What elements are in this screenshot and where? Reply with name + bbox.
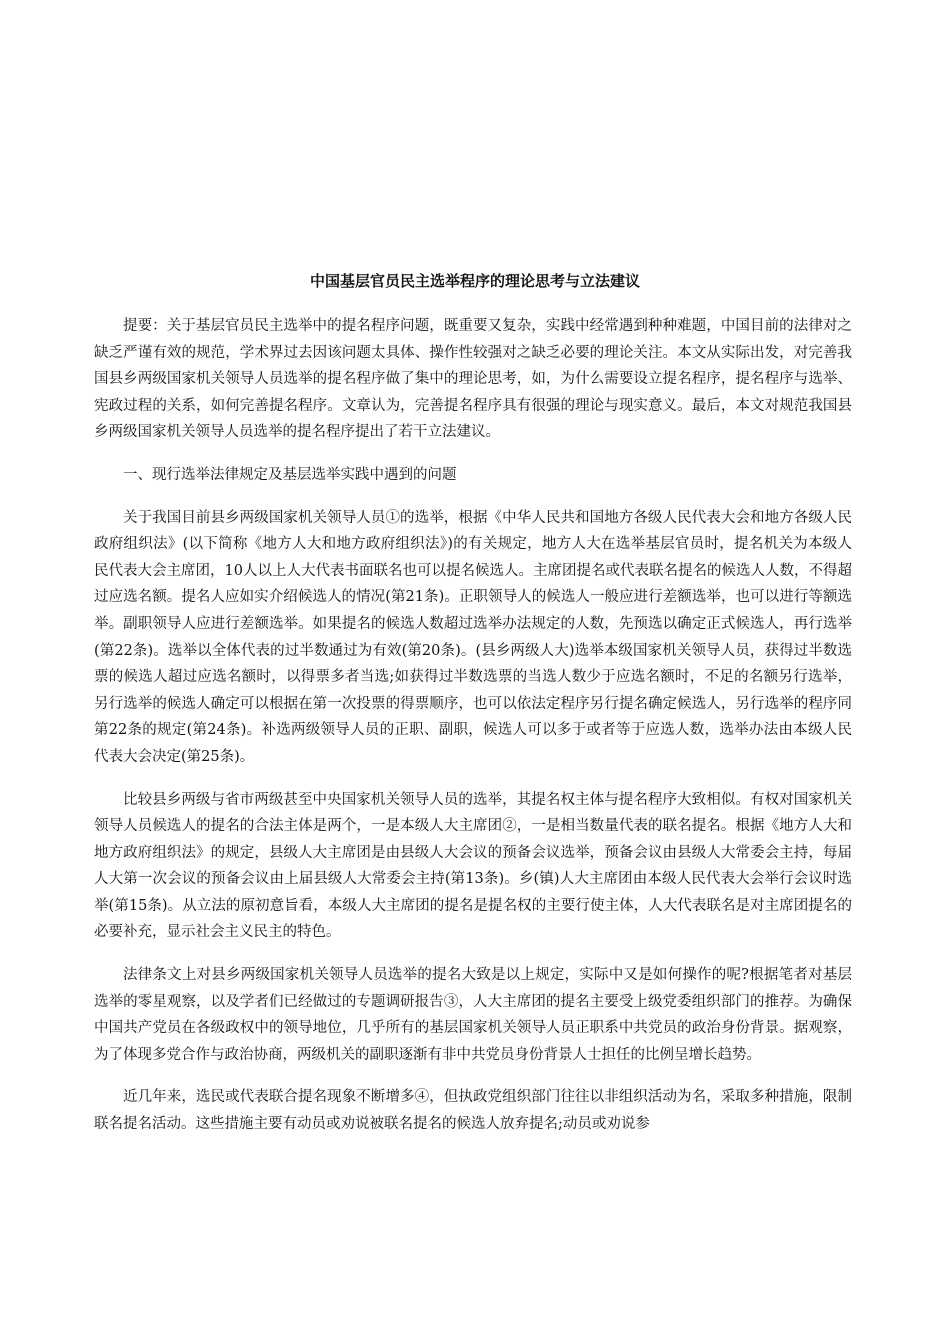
section-heading: 一、现行选举法律规定及基层选举实践中遇到的问题: [123, 466, 457, 483]
body-paragraph: 法律条文上对县乡两级国家机关领导人员选举的提名大致是以上规定，实际中又是如何操作的呢?根据笔者对基层选举的零星观察，以及学者们已经做过的专题调研报告③，人大主席团的提名主要受上级党委组织部门的推荐。为确保中国共产党员在各级政权中的领导地位，几乎所有的基层国家机关领导人员正职系中共党员的政治身份背景。据观察，为了体现多党合作与政治协商，两级机关的副职逐渐有非中共党员身份背景人士担任的比例呈增长趋势。: [94, 967, 852, 1063]
document-title: 中国基层官员民主选举程序的理论思考与立法建议: [309, 272, 640, 290]
body-paragraph: 近几年来，选民或代表联合提名现象不断增多④，但执政党组织部门往往以非组织活动为名，采取多种措施，限制联名提名活动。这些措施主要有动员或劝说被联名提名的候选人放弃提名;动员或劝说参: [94, 1089, 852, 1133]
body-paragraph: 关于我国目前县乡两级国家机关领导人员①的选举，根据《中华人民共和国地方各级人民代表大会和地方各级人民政府组织法》(以下简称《地方人大和地方政府组织法》)的有关规定，地方人大在选举基层官员时，提名机关为本级人民代表大会主席团，10人以上人大代表书面联名也可以提名候选人。主席团提名或代表联名提名的候选人人数，不得超过应选名额。提名人应如实介绍候选人的情况(第21条)。正职领导人的候选人一般应进行差额选举，也可以进行等额选举。副职领导人应进行差额选举。如果提名的候选人数超过选举办法规定的人数，先预选以确定正式候选人，再行选举(第22条)。选举以全体代表的过半数通过为有效(第20条)。(县乡两级人大)选举本级国家机关领导人员，获得过半数选票的候选人超过应选名额时，以得票多者当选;如获得过半数选票的当选人数少于应选名额时，不足的名额另行选举，另行选举的候选人确定可以根据在第一次投票的得票顺序，也可以依法定程序另行提名确定候选人，另行选举的程序同第22条的规定(第24条)。补选两级领导人员的正职、副职，候选人可以多于或者等于应选人数，选举办法由本级人民代表大会决定(第25条)。: [94, 509, 852, 765]
abstract-paragraph: 提要：关于基层官员民主选举中的提名程序问题，既重要又复杂，实践中经常遇到种种难题，中国目前的法律对之缺乏严谨有效的规范，学术界过去因该问题太具体、操作性较强对之缺乏必要的理论关注。本文从实际出发，对完善我国县乡两级国家机关领导人员选举的提名程序做了集中的理论思考，如，为什么需要设立提名程序，提名程序与选举、宪政过程的关系，如何完善提名程序。文章认为，完善提名程序具有很强的理论与现实意义。最后，本文对规范我国县乡两级国家机关领导人员选举的提名程序提出了若干立法建议。: [94, 318, 852, 441]
document-body: [94, 313, 852, 1154]
body-paragraph: 比较县乡两级与省市两级甚至中央国家机关领导人员的选举，其提名权主体与提名程序大致相似。有权对国家机关领导人员候选人的提名的合法主体是两个，一是本级人大主席团②，一是相当数量代表的联名提名。根据《地方人大和地方政府组织法》的规定，县级人大主席团是由县级人大会议的预备会议选举，预备会议由县级人大常委会主持，每届人大第一次会议的预备会议由上届县级人大常委会主持(第13条)。乡(镇)人大主席团由本级人民代表大会举行会议时选举(第15条)。从立法的原初意旨看，本级人大主席团的提名是提名权的主要行使主体，人大代表联名是对主席团提名的必要补充，显示社会主义民主的特色。: [94, 791, 852, 941]
